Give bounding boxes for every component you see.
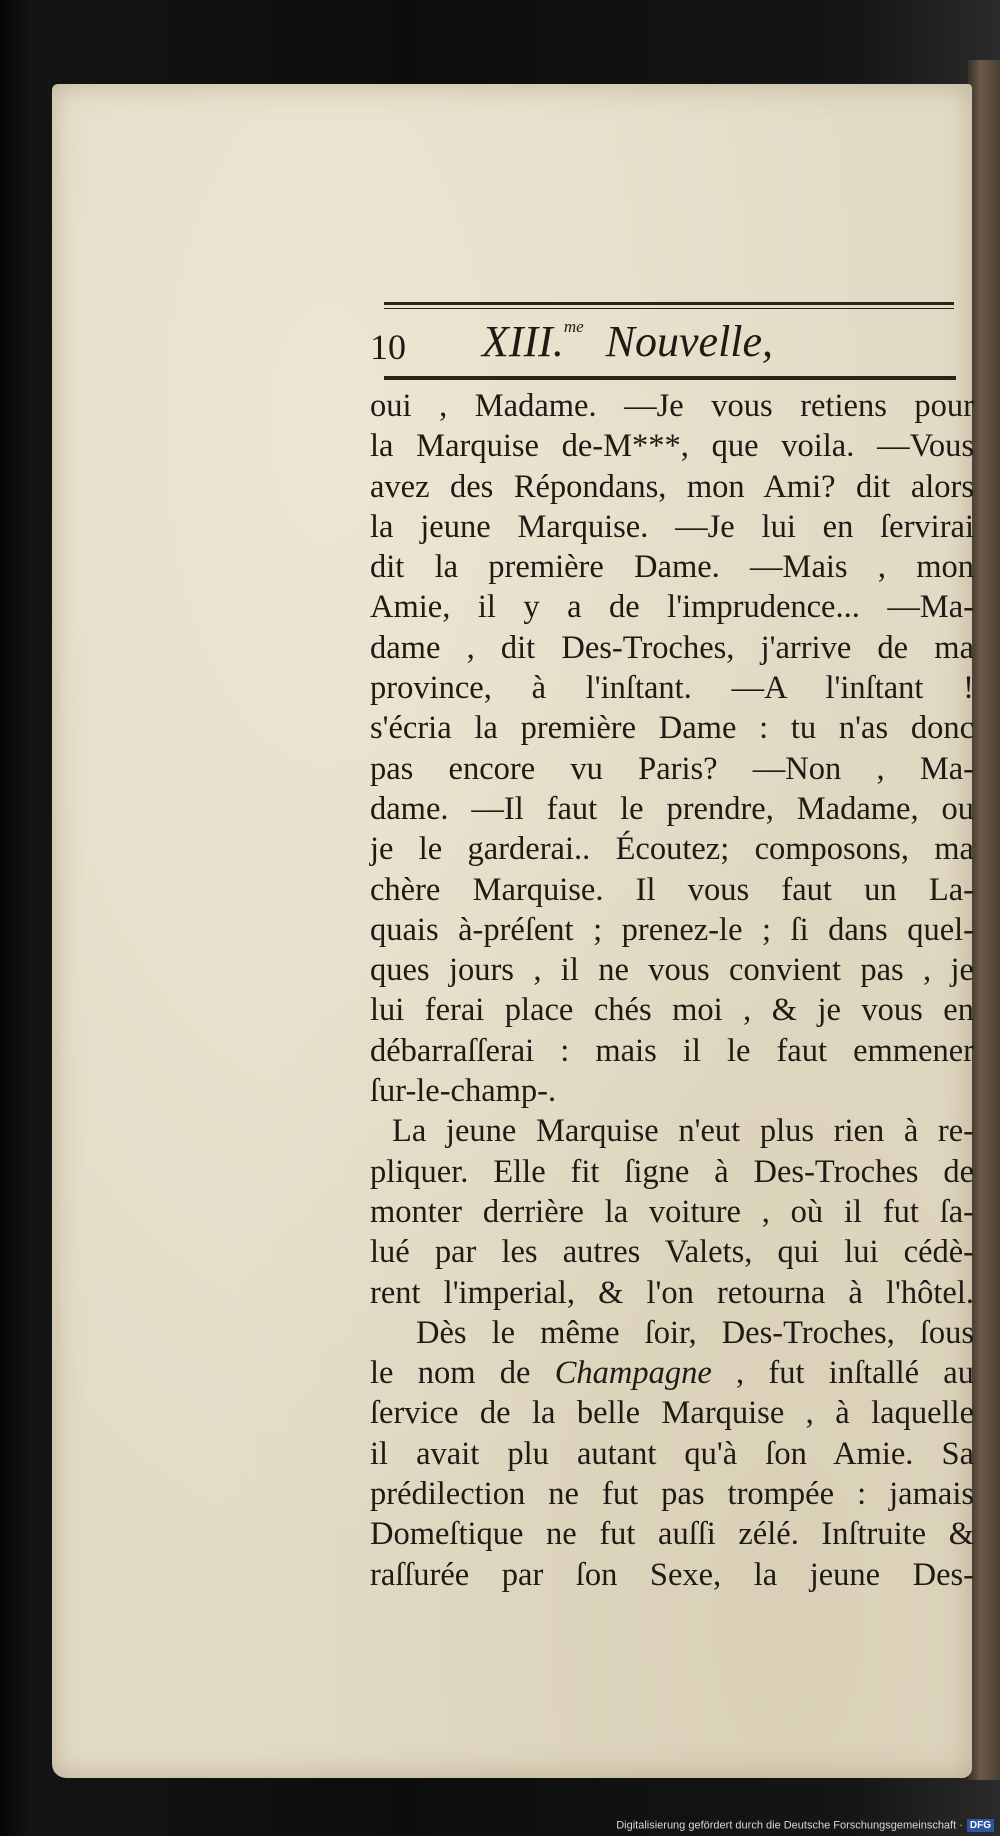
book-page (52, 84, 972, 1778)
header-rule-top-thin (384, 308, 954, 309)
header-rule-bottom (384, 376, 956, 380)
text-line: je le garderai.. Écoutez; composons, ma (370, 831, 974, 868)
paragraph-first-line: La jeune Marquise n'eut plus rien à re- (392, 1113, 974, 1150)
body-text (370, 386, 974, 1595)
text-line: il avait plu autant qu'à ſon Amie. Sa (370, 1435, 974, 1472)
page-number: 10 (370, 327, 406, 367)
dfg-logo: DFG (967, 1819, 994, 1832)
header-rule-top (384, 302, 954, 305)
running-head-title: Nouvelle, (605, 317, 774, 366)
page-header (370, 310, 970, 376)
text-line: débarraſſerai : mais il le faut emmener (370, 1032, 974, 1069)
credit-text: Digitalisierung gefördert durch die Deutsche Forschungsgemeinschaft · (616, 1819, 963, 1832)
text-line: dit la première Dame. —Mais , mon (370, 549, 974, 586)
text-line: ques jours , il ne vous convient pas , je (370, 952, 974, 989)
italic-name: Champagne (554, 1355, 712, 1392)
text-line: raſſurée par ſon Sexe, la jeune Des- (370, 1556, 974, 1593)
text-segment: le nom de (370, 1355, 531, 1392)
running-head-superscript: me (563, 317, 584, 336)
text-line: lui ferai place chés moi , & je vous en (370, 992, 974, 1029)
running-head-numeral: XIII. (482, 317, 564, 366)
text-line: lué par les autres Valets, qui lui cédè- (370, 1234, 974, 1271)
text-line: la jeune Marquise. —Je lui en ſervirai (370, 508, 974, 545)
digitization-credit (616, 1819, 994, 1832)
text-segment: , fut inſtallé au (736, 1355, 974, 1392)
text-line: s'écria la première Dame : tu n'as donc (370, 710, 974, 747)
text-line: prédilection ne fut pas trompée : jamais (370, 1476, 974, 1513)
text-line: Amie, il y a de l'imprudence... —Ma- (370, 589, 974, 626)
text-line: rent l'imperial, & l'on retourna à l'hôtel. (370, 1274, 974, 1311)
text-line: Domeſtique ne fut auſſi zélé. Inſtruite & (370, 1516, 974, 1553)
text-line: dame , dit Des-Troches, j'arrive de ma (370, 629, 974, 666)
text-line: pliquer. Elle fit ſigne à Des-Troches de (370, 1153, 974, 1190)
text-line: la Marquise de-M***, que voila. —Vous (370, 428, 974, 465)
text-line: quais à-préſent ; prenez-le ; ſi dans quel- (370, 911, 974, 948)
text-line: ſur-le-champ-. (370, 1073, 557, 1110)
text-line: chère Marquise. Il vous faut un La- (370, 871, 974, 908)
running-head (482, 316, 773, 367)
paragraph-first-line: Dès le même ſoir, Des-Troches, ſous (416, 1314, 974, 1351)
text-line: avez des Répondans, mon Ami? dit alors (370, 468, 974, 505)
text-line: oui , Madame. —Je vous retiens pour (370, 388, 974, 424)
text-line (370, 1353, 974, 1393)
text-line: pas encore vu Paris? —Non , Ma- (370, 750, 974, 787)
text-line: ſervice de la belle Marquise , à laquelle (370, 1395, 974, 1432)
text-line: province, à l'inſtant. —A l'inſtant ! (370, 670, 974, 707)
text-line: monter derrière la voiture , où il fut ſa- (370, 1193, 974, 1230)
text-line: dame. —Il faut le prendre, Madame, ou (370, 790, 974, 827)
